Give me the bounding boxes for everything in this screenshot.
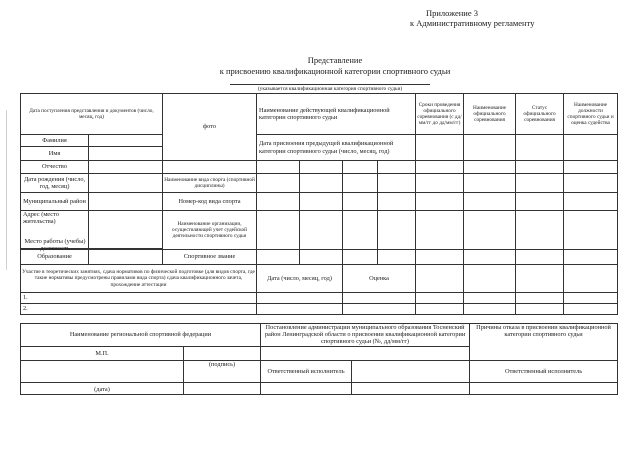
theory-label: Участие в теоретических занятиях, сдача нормативов по физической подготовке (для видов спорта, где такие нормативы предусмотрены правилами вида спорта) сдача квалификационного зачета, прохождение аттестации: [21, 265, 257, 293]
sport-name-field-a[interactable]: [257, 174, 300, 193]
sport-code-label: Номер-код вида спорта: [163, 193, 257, 211]
photo-bottom-cell: [163, 161, 257, 174]
competition-status-cell-9[interactable]: [516, 304, 564, 315]
competition-name-header: Наименование официального соревнования: [464, 94, 516, 135]
position-grade-cell-5[interactable]: [564, 211, 618, 250]
responsible-1-field[interactable]: [352, 360, 470, 382]
competition-status-cell-4[interactable]: [516, 193, 564, 211]
name-label: Имя: [21, 147, 89, 161]
period-cell-8[interactable]: [416, 293, 464, 304]
appendix-line-2: к Административному регламенту: [410, 18, 535, 28]
prev-cell-b[interactable]: [300, 161, 343, 174]
theory-grade-1[interactable]: [343, 293, 416, 304]
date-cell[interactable]: [21, 382, 184, 394]
fed-sign-left[interactable]: [21, 360, 184, 382]
rank-field-d[interactable]: [378, 250, 416, 265]
fed-sign-right[interactable]: [184, 360, 261, 382]
category-underline: [230, 84, 430, 85]
position-grade-cell-4[interactable]: [564, 193, 618, 211]
competition-status-cell-7[interactable]: [516, 265, 564, 293]
document-title: Представление: [307, 55, 363, 65]
competition-name-cell-4[interactable]: [464, 193, 516, 211]
date-received-label: Дата поступления представления и документов (число, месяц, год): [21, 94, 163, 135]
period-cell-2[interactable]: [416, 161, 464, 174]
theory-date-1[interactable]: [257, 293, 343, 304]
position-grade-header: Наименование должности спортивного судьи и оценка судейства: [564, 94, 618, 135]
competition-status-cell-3[interactable]: [516, 174, 564, 193]
competition-name-cell-8[interactable]: [464, 293, 516, 304]
position-grade-cell-2[interactable]: [564, 161, 618, 174]
responsible-1-label: Ответственный исполнитель: [261, 360, 352, 382]
theory-grade-2[interactable]: [343, 304, 416, 315]
responsible-1-extra[interactable]: [261, 382, 352, 394]
surname-label: Фамилия: [21, 135, 89, 147]
competition-name-cell-3[interactable]: [464, 174, 516, 193]
appendix-header: [410, 8, 534, 28]
period-cell-1[interactable]: [416, 135, 464, 161]
municipal-field[interactable]: [89, 193, 163, 211]
municipal-label: Муниципальный район: [21, 193, 89, 211]
sport-name-label: Наименование вида спорта (спортивной дисциплины): [163, 174, 257, 193]
surname-field[interactable]: [89, 135, 163, 147]
patronymic-field[interactable]: [89, 161, 163, 174]
current-category-label: Наименование действующей квалификационной категории спортивного судьи: [257, 94, 416, 135]
theory-date-header: Дата (число, месяц, год): [257, 265, 343, 293]
period-cell-3[interactable]: [416, 174, 464, 193]
position-grade-cell-7[interactable]: [564, 265, 618, 293]
position-grade-cell-6[interactable]: [564, 250, 618, 265]
prev-cell-c[interactable]: [343, 161, 378, 174]
competition-name-cell-1[interactable]: [464, 135, 516, 161]
admin-decision-label: Постановление администрации муниципального образования Тосненский район Ленинградской области о присвоении квалификационной категории спортивного судьи (№, дд/мм/гг): [261, 324, 470, 347]
patronymic-label: Отчество: [21, 161, 89, 174]
competition-status-cell-8[interactable]: [516, 293, 564, 304]
federation-name-label: Наименование региональной спортивной федерации: [21, 324, 261, 347]
admin-decision-field[interactable]: [261, 346, 470, 360]
competition-status-cell-1[interactable]: [516, 135, 564, 161]
main-form-table: [20, 93, 618, 315]
competition-name-cell-7[interactable]: [464, 265, 516, 293]
document-subtitle: к присвоению квалификационной категории спортивного судьи: [219, 66, 451, 76]
org-field-a[interactable]: [257, 211, 300, 250]
address-label: Адрес (место жительства): [21, 211, 89, 249]
period-cell-6[interactable]: [416, 250, 464, 265]
responsible-1-extra-2[interactable]: [352, 382, 470, 394]
competition-name-cell-2[interactable]: [464, 161, 516, 174]
org-field-c[interactable]: [343, 211, 378, 250]
period-cell-7[interactable]: [416, 265, 464, 293]
competition-status-cell-6[interactable]: [516, 250, 564, 265]
period-cell-9[interactable]: [416, 304, 464, 315]
prev-cell-a[interactable]: [257, 161, 300, 174]
position-grade-cell-1[interactable]: [564, 135, 618, 161]
responsible-2-label: Ответственный исполнитель: [470, 360, 618, 382]
footer-table: [20, 323, 618, 395]
position-grade-cell-8[interactable]: [564, 293, 618, 304]
theory-row-2: 2.: [21, 304, 257, 315]
competition-status-cell-2[interactable]: [516, 161, 564, 174]
competition-name-cell-5[interactable]: [464, 211, 516, 250]
date-cell-right[interactable]: [184, 382, 261, 394]
sport-name-field-c[interactable]: [343, 174, 378, 193]
org-field-d[interactable]: [378, 211, 416, 250]
sport-code-field-c[interactable]: [343, 193, 378, 211]
competition-name-cell-6[interactable]: [464, 250, 516, 265]
theory-date-2[interactable]: [257, 304, 343, 315]
period-cell-4[interactable]: [416, 193, 464, 211]
org-name-label: Наименование организации, осуществляющей учет судейской деятельности спортивного судьи: [163, 211, 257, 250]
prev-cell-d[interactable]: [378, 161, 416, 174]
org-field-b[interactable]: [300, 211, 343, 250]
period-cell-5[interactable]: [416, 211, 464, 250]
competition-status-header: Статус официального соревнования: [516, 94, 564, 135]
birth-date-field[interactable]: [89, 174, 163, 193]
prev-category-date-label: Дата присвоения предыдущей квалификационной категории спортивного судьи (число, месяц, год): [257, 135, 416, 161]
appendix-line-1: Приложение 3: [426, 8, 478, 18]
sport-code-field-d[interactable]: [378, 193, 416, 211]
sport-rank-label: Спортивное звание: [163, 250, 257, 265]
sport-name-field-d[interactable]: [378, 174, 416, 193]
workplace-caption: Место работы (учебы) должность: [24, 238, 86, 253]
mp-cell: [21, 346, 184, 360]
name-field[interactable]: [89, 147, 163, 161]
period-header: Сроки проведения официального соревнования (с дд/мм/гг до дд/мм/гг): [416, 94, 464, 135]
position-grade-cell-3[interactable]: [564, 174, 618, 193]
scan-margin-mark: [6, 110, 7, 270]
education-field[interactable]: [89, 250, 163, 265]
date-caption: (дата): [94, 386, 110, 394]
education-label: Образование: [21, 250, 89, 265]
birth-date-label: Дата рождения (число, год, месяц): [21, 174, 89, 193]
competition-status-cell-5[interactable]: [516, 211, 564, 250]
sport-code-field-a[interactable]: [257, 193, 300, 211]
competition-name-cell-9[interactable]: [464, 304, 516, 315]
rank-field-b[interactable]: [300, 250, 343, 265]
sport-code-field-b[interactable]: [300, 193, 343, 211]
mp-label: М.П.: [95, 349, 109, 357]
sport-name-field-b[interactable]: [300, 174, 343, 193]
photo-box: фото: [163, 94, 257, 161]
rank-field-c[interactable]: [343, 250, 378, 265]
position-grade-cell-9[interactable]: [564, 304, 618, 315]
responsible-2-field[interactable]: [470, 382, 618, 394]
theory-grade-header: Оценка: [343, 265, 416, 293]
federation-signature-cell[interactable]: [184, 346, 261, 360]
refusal-reasons-label: Причины отказа в присвоении квалификационной категории спортивного судьи: [470, 324, 618, 361]
theory-row-1: 1.: [21, 293, 257, 304]
category-hint: (указывается квалификационная категория спортивного судьи): [257, 86, 403, 92]
rank-field-a[interactable]: [257, 250, 300, 265]
address-field[interactable]: [89, 211, 163, 249]
signature-caption: (подпись): [208, 360, 236, 368]
